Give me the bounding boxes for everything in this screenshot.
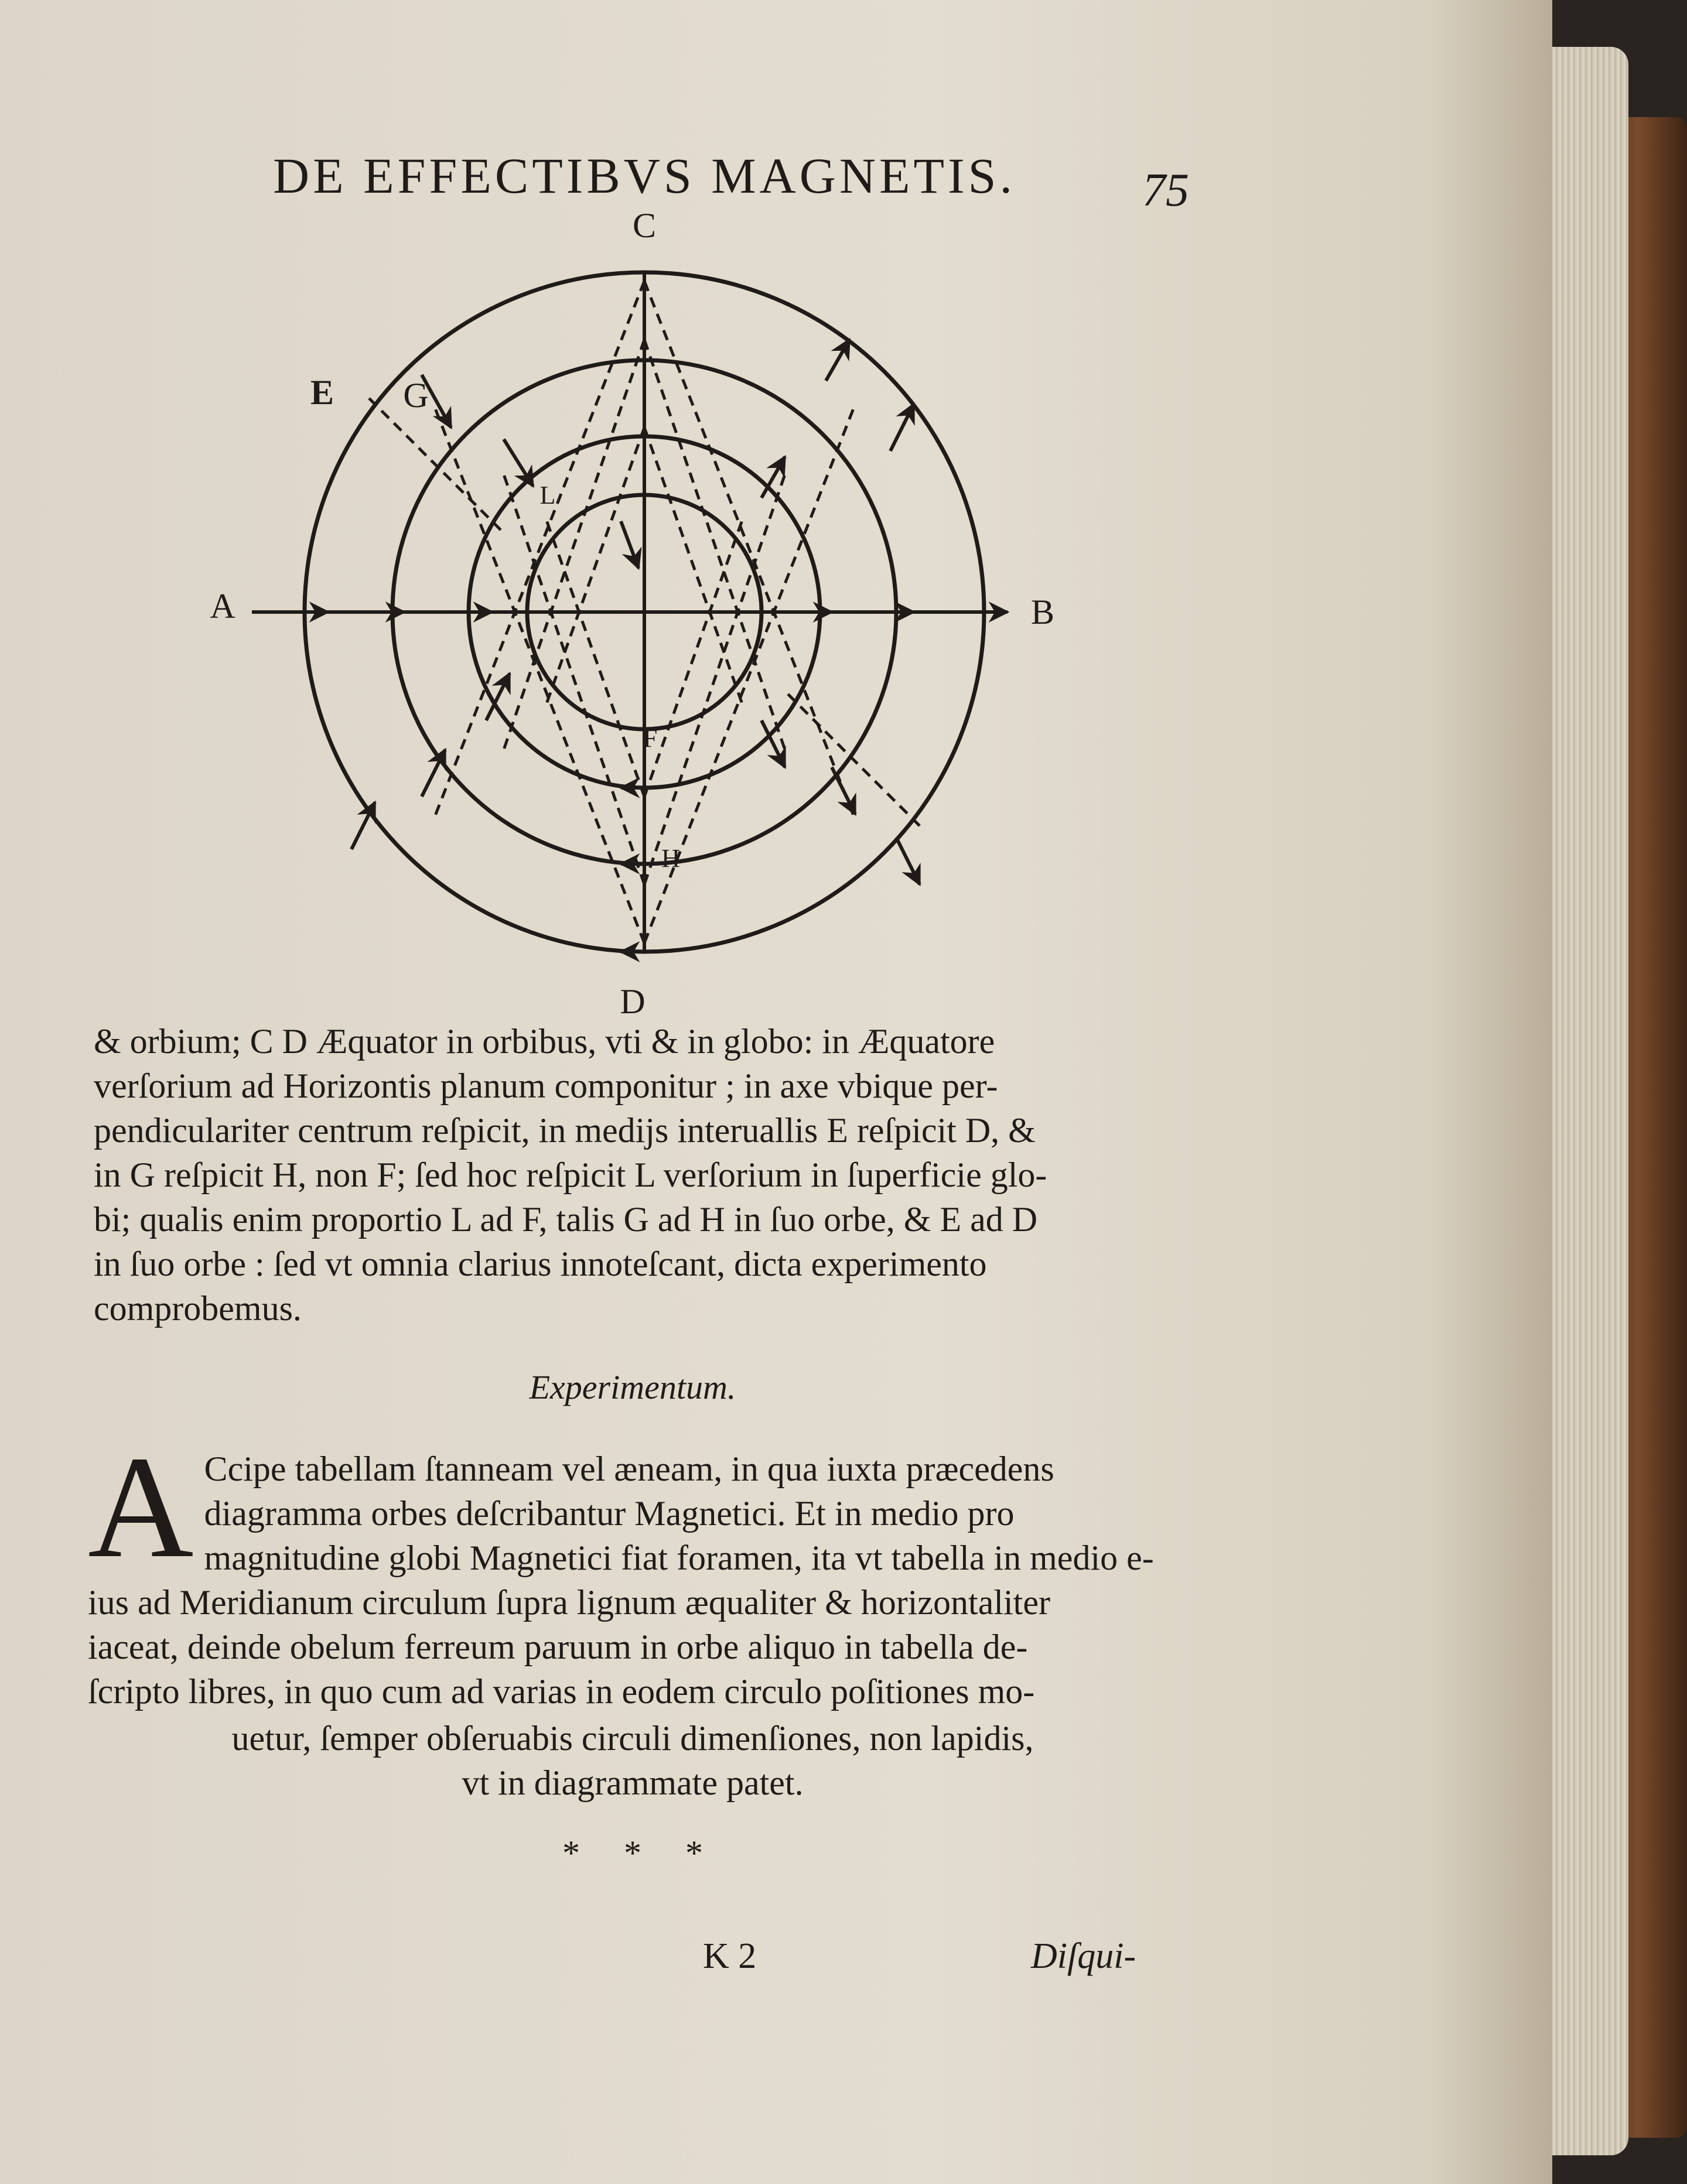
text-line: diagramma orbes deſcribantur Magnetici. Et in medio pro [204, 1494, 1015, 1533]
label-g: G [403, 376, 429, 415]
body-text [94, 1019, 1172, 1331]
label-h: H [661, 844, 680, 873]
catchword: Diſqui- [1031, 1936, 1136, 1976]
label-f: F [643, 724, 658, 753]
label-e: E [310, 373, 334, 412]
magnetic-orbs-diagram [176, 205, 1113, 1025]
text-line: verſorium ad Horizontis planum componitur ; in axe vbique per- [94, 1067, 998, 1105]
text-line: in G reſpicit H, non F; ſed hoc reſpicit L verſorium in ſuperficie glo- [94, 1156, 1047, 1194]
label-a: A [210, 587, 235, 626]
text-line: & orbium; C D Æquator in orbibus, vti & in globo: in Æquatore [94, 1022, 995, 1061]
text-line: vt in diagrammate patet. [462, 1763, 804, 1802]
label-c: C [632, 206, 657, 245]
drop-cap: A [88, 1426, 194, 1588]
text-line: magnitudine globi Magnetici fiat foramen, ita vt tabella in medio e- [204, 1539, 1154, 1577]
text-line: Ccipe tabellam ſtanneam vel æneam, in qua iuxta præcedens [204, 1450, 1054, 1488]
text-line: comprobemus. [94, 1289, 302, 1328]
text-line: uetur, ſemper obſeruabis circuli dimenſiones, non lapidis, [231, 1719, 1034, 1758]
text-line: ius ad Meridianum circulum ſupra lignum æqualiter & horizontaliter [88, 1583, 1050, 1622]
text-line: iaceat, deinde obelum ferreum paruum in orbe aliquo in tabella de- [88, 1628, 1028, 1666]
label-b: B [1030, 593, 1055, 631]
label-d: D [620, 982, 646, 1021]
section-heading: Experimentum. [529, 1368, 736, 1406]
text-line: ſcripto libres, in quo cum ad varias in eodem circulo poſitiones mo- [88, 1672, 1035, 1711]
label-l: L [539, 481, 556, 510]
signature-mark: K 2 [703, 1936, 757, 1976]
experiment-tail [88, 1716, 1177, 1805]
page-number: 75 [1142, 165, 1189, 216]
text-line: bi; qualis enim proportio L ad F, talis G ad H in ſuo orbe, & E ad D [94, 1200, 1038, 1239]
text-line: pendiculariter centrum reſpicit, in medijs interuallis E reſpicit D, & [94, 1111, 1036, 1150]
text-line: in ſuo orbe : ſed vt omnia clarius innoteſcant, dicta experimento [94, 1245, 987, 1283]
asterisk-ornament: * * * [562, 1834, 720, 1872]
experiment-paragraph [88, 1426, 1177, 1714]
running-head: DE EFFECTIBVS MAGNETIS. [272, 148, 1016, 204]
